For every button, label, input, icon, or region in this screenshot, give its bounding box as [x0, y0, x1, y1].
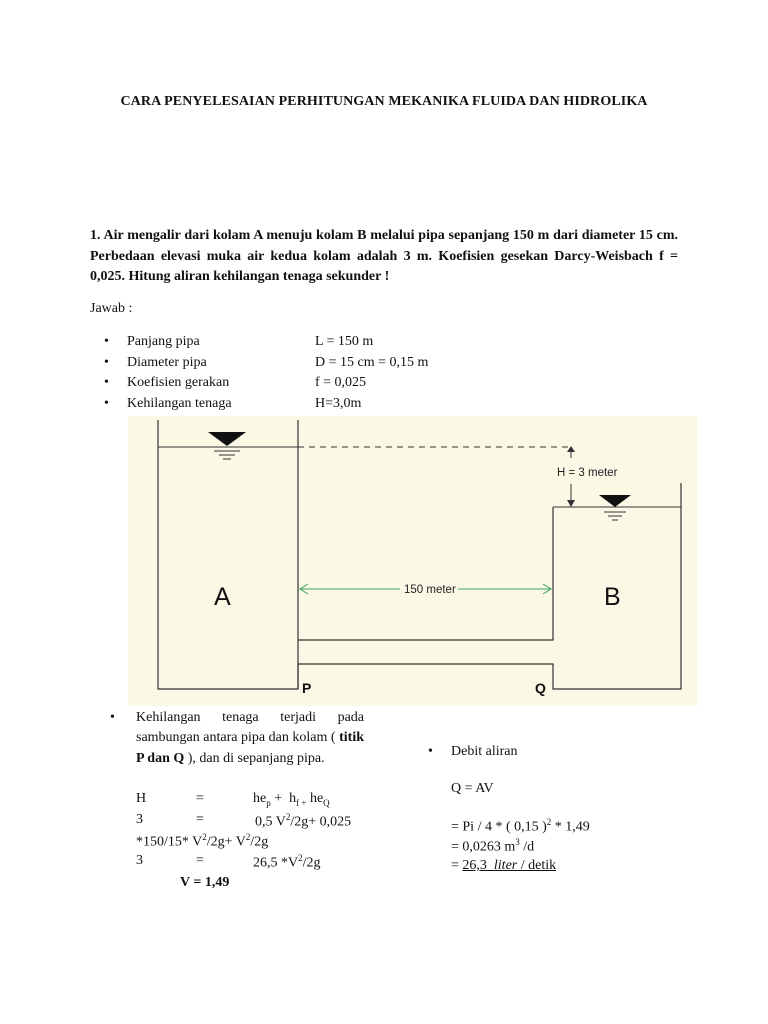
reservoir-diagram [128, 416, 697, 706]
givens-list [104, 334, 524, 416]
water-level-symbol-a [208, 432, 246, 446]
given-value: D = 15 cm = 0,15 m [315, 354, 429, 370]
bullet-icon: • [428, 744, 433, 759]
eq-line4-lhs: 3 [136, 853, 143, 868]
eq-line2-lhs: 3 [136, 812, 143, 827]
given-item [104, 396, 524, 417]
given-label: Diameter pipa [127, 354, 207, 370]
given-item [104, 355, 524, 376]
bullet-icon: • [104, 334, 109, 349]
velocity-result: V = 1,49 [180, 875, 230, 890]
given-value: H=3,0m [315, 395, 362, 411]
eq-line2-equals: = [196, 812, 204, 827]
eq-line2-rhs: 0,5 $V^2/2g+ 0,025$ [255, 812, 352, 830]
eq-line1-equals: = [196, 791, 204, 806]
given-value: L = 150 m [315, 334, 374, 349]
head-label: H = 3 meter [557, 467, 618, 479]
tank-b-label: B [604, 583, 621, 611]
problem-statement: 1. Air mengalir dari kolam A menuju kolam B melalui pipa sepanjang 150 m dari diameter 15 cm. Perbedaan elevasi muka air kedua kolam adalah 3 m. Koefisien gesekan Darcy-Weisbach f = 0,025. Hitung aliran kehilangan tenaga sekunder ! [90, 228, 678, 284]
head-arrow-down-icon [567, 500, 575, 507]
pipe-lower-wall [298, 483, 681, 689]
point-p-label: P [302, 680, 312, 696]
bullet-icon: • [104, 375, 109, 390]
discharge-step3: = 26,3 liter / detik [451, 858, 557, 873]
discharge-step2: = 0,0263 $m^3$ /d [451, 837, 535, 855]
tank-a-outline [158, 420, 298, 689]
pipe-upper-wall [298, 507, 553, 640]
point-q-label: Q [535, 680, 546, 696]
bullet-icon: • [104, 395, 109, 411]
bullet-icon: • [104, 354, 109, 370]
document-title: CARA PENYELESAIAN PERHITUNGAN MEKANIKA FLUIDA DAN HIDROLIKA [120, 94, 648, 109]
given-label: Kehilangan tenaga [127, 395, 232, 411]
loss-note-part2: ), dan di sepanjang pipa. [184, 750, 325, 766]
discharge-label: Debit aliran [451, 744, 518, 759]
eq-line3: *150/15* $V^2/2g+ V^2/2g$ [136, 832, 269, 850]
discharge-step1: = Pi / 4 * ( 0,15 )$^2$ * 1,49 [451, 817, 590, 835]
pipe-length-label: 150 meter [404, 584, 456, 596]
given-item [104, 334, 524, 355]
given-label: Koefisien gerakan [127, 375, 230, 390]
loss-note [136, 708, 364, 769]
eq-line1-rhs: $he_p + h_{f +}$ $he_Q$ [253, 791, 330, 808]
loss-note-part1: Kehilangan tenaga terjadi pada sambungan antara pipa dan kolam ( [136, 710, 364, 746]
tank-a-label: A [214, 583, 231, 611]
bullet-icon: • [110, 710, 115, 725]
discharge-formula: Q = AV [451, 781, 494, 796]
eq-line4-equals: = [196, 853, 204, 868]
reservoir-diagram-svg [128, 416, 697, 706]
water-level-symbol-b [599, 495, 631, 507]
eq-line1-lhs: H [136, 791, 147, 806]
answer-label: Jawab : [90, 301, 133, 316]
given-item [104, 375, 524, 396]
given-label: Panjang pipa [127, 334, 200, 349]
given-value: f = 0,025 [315, 375, 367, 390]
eq-line4-rhs: 26,5 $*V^2/2g$ [253, 853, 321, 871]
loss-note-bold: titik P dan Q [136, 730, 364, 766]
head-arrow-up-icon [567, 446, 575, 452]
